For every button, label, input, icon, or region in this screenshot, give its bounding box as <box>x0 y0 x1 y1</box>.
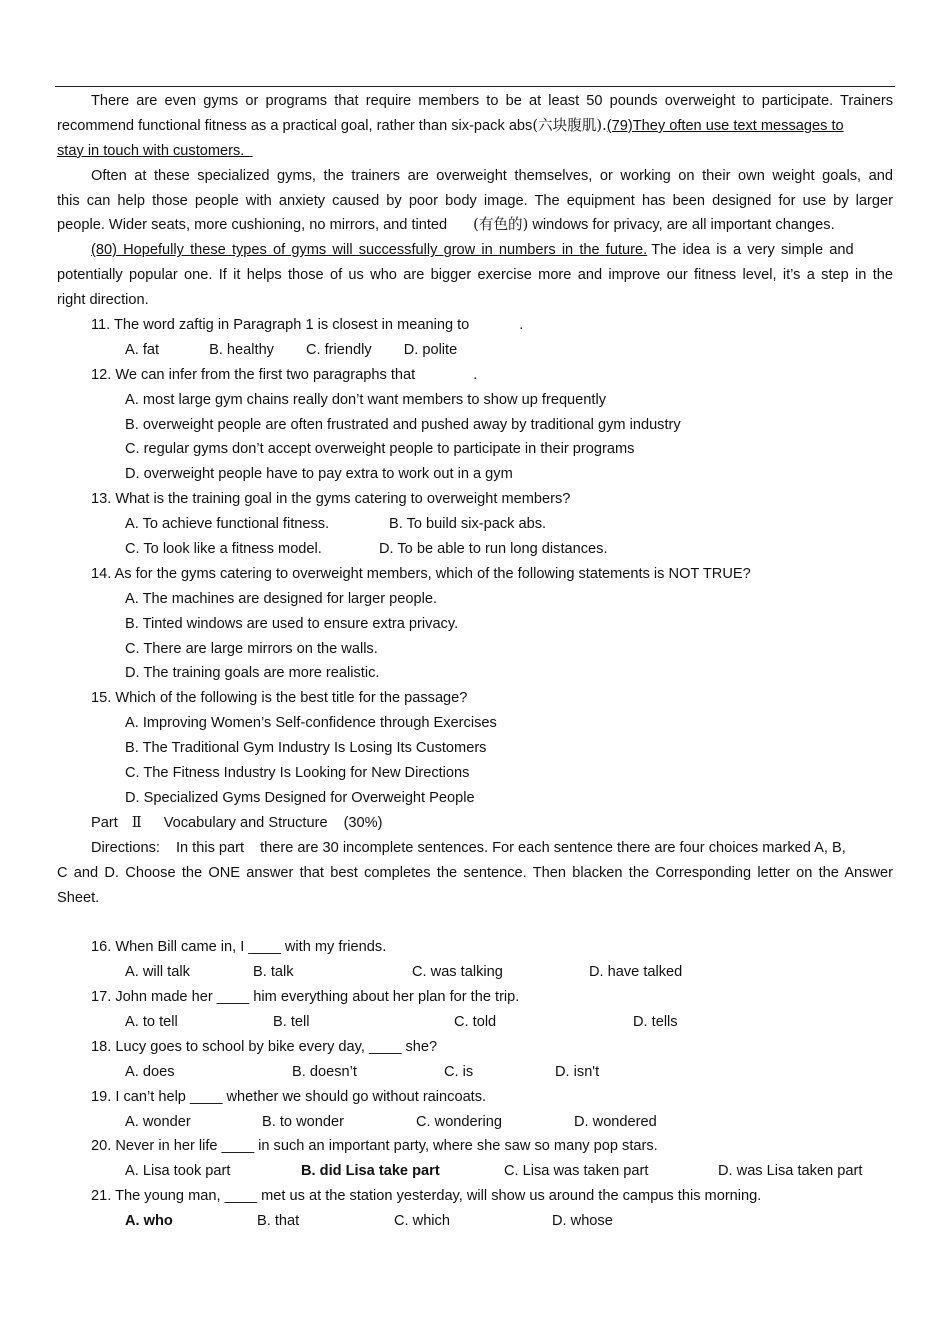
passage-text: people. Wider seats, more cushioning, no mirrors, and tinted <box>57 217 448 234</box>
option-b: B. to wonder <box>262 1113 344 1130</box>
question-16-options <box>57 960 893 985</box>
option-c: C. wondering <box>416 1113 502 1130</box>
question-20-stem: 20. Never in her life ____ in such an important party, where she saw so many pop stars. <box>91 1138 658 1155</box>
exam-page <box>57 89 893 1234</box>
question-19-stem: 19. I can’t help ____ whether we should go without raincoats. <box>91 1088 487 1105</box>
part-2-title: Part Ⅱ Vocabulary and Structure (30%) <box>91 813 383 831</box>
option-c: C. was talking <box>412 964 503 981</box>
directions-line2: C and D. Choose the ONE answer that best completes the sentence. Then blacken the Corresponding letter on the Answer <box>57 864 893 881</box>
option-d: D. wondered <box>574 1113 657 1130</box>
option-b: B. that <box>257 1213 300 1230</box>
question-12-option-d: D. overweight people have to pay extra to work out in a gym <box>125 466 513 483</box>
passage-cjk-gloss: (有色的) <box>473 216 529 234</box>
option-a: A. wonder <box>125 1113 191 1130</box>
translation-sentence-79-cont: stay in touch with customers. <box>57 142 245 159</box>
question-16-stem: 16. When Bill came in, I ____ with my friends. <box>91 939 387 956</box>
passage-p3-line3: right direction. <box>57 292 149 309</box>
passage-p3-line2: potentially popular one. If it helps those of us who are bigger exercise more and improve our fitness level, it’s a step in the <box>57 267 893 284</box>
passage-cjk-gloss: (六块腹肌). <box>532 116 607 134</box>
question-15-stem: 15. Which of the following is the best title for the passage? <box>91 690 468 707</box>
question-13-options-row2 <box>57 537 893 562</box>
question-14-option-a: A. The machines are designed for larger people. <box>125 590 438 607</box>
question-12-option-c: C. regular gyms don’t accept overweight people to participate in their programs <box>125 441 635 458</box>
option-d: D. have talked <box>589 964 683 981</box>
option-d: D. tells <box>633 1013 678 1030</box>
passage-p2-line1: Often at these specialized gyms, the trainers are overweight themselves, or working on their own weight goals, and <box>91 167 893 184</box>
question-21-options <box>57 1209 893 1234</box>
question-12-stem: 12. We can infer from the first two paragraphs that . <box>91 366 478 383</box>
question-11-options <box>57 338 893 363</box>
question-20-options <box>57 1159 893 1184</box>
directions-line3: Sheet. <box>57 889 100 906</box>
option-d: D. To be able to run long distances. <box>379 541 608 558</box>
option-a: A. To achieve functional fitness. <box>125 516 330 533</box>
question-13-options-row1 <box>57 512 893 537</box>
option-b: B. tell <box>273 1013 310 1030</box>
option-d: D. whose <box>552 1213 613 1230</box>
option-a-answer: A. who <box>125 1213 173 1230</box>
question-12-option-a: A. most large gym chains really don’t want members to show up frequently <box>125 391 607 408</box>
option-a: A. fat <box>125 341 160 358</box>
question-15-option-b: B. The Traditional Gym Industry Is Losing Its Customers <box>125 740 487 757</box>
question-21-stem: 21. The young man, ____ met us at the station yesterday, will show us around the campus this morning. <box>91 1188 762 1205</box>
header-rule <box>55 86 895 87</box>
question-12-option-b: B. overweight people are often frustrated and pushed away by traditional gym industry <box>125 416 681 433</box>
question-18-options <box>57 1060 893 1085</box>
option-c: C. Lisa was taken part <box>504 1163 649 1180</box>
option-b: B. To build six-pack abs. <box>389 516 547 533</box>
option-c: C. which <box>394 1213 450 1230</box>
translation-sentence-80: (80) Hopefully these types of gyms will successfully grow in numbers in the future. <box>91 242 648 259</box>
option-c: C. To look like a fitness model. <box>125 541 322 558</box>
passage-p1-line1: There are even gyms or programs that require members to be at least 50 pounds overweight to participate. Trainers <box>91 93 893 109</box>
option-a: A. does <box>125 1063 175 1080</box>
question-13-stem: 13. What is the training goal in the gyms catering to overweight members? <box>91 491 571 508</box>
question-14-option-c: C. There are large mirrors on the walls. <box>125 640 378 657</box>
option-a: A. Lisa took part <box>125 1163 231 1180</box>
passage-p3-line1 <box>57 238 893 263</box>
question-17-options <box>57 1010 893 1035</box>
option-b: B. talk <box>253 964 294 981</box>
option-d: D. was Lisa taken part <box>718 1163 863 1180</box>
option-c: C. told <box>454 1013 497 1030</box>
passage-p1-line2 <box>57 114 893 139</box>
question-19-options <box>57 1110 893 1135</box>
question-18-stem: 18. Lucy goes to school by bike every day, ____ she? <box>91 1038 438 1055</box>
question-14-option-d: D. The training goals are more realistic. <box>125 665 380 682</box>
question-15-option-d: D. Specialized Gyms Designed for Overweight People <box>125 789 475 806</box>
option-c: C. is <box>444 1063 474 1080</box>
question-17-stem: 17. John made her ____ him everything about her plan for the trip. <box>91 989 520 1006</box>
passage-text: recommend functional fitness as a practical goal, rather than six-pack abs <box>57 117 533 134</box>
translation-sentence-79: (79)They often use text messages to <box>606 117 844 134</box>
option-c: C. friendly <box>305 341 372 358</box>
question-14-stem: 14. As for the gyms catering to overweight members, which of the following statements is NOT TRUE? <box>91 565 751 582</box>
option-a: A. to tell <box>125 1013 178 1030</box>
passage-p2-line3 <box>57 213 893 238</box>
option-b: B. healthy <box>209 341 274 358</box>
question-11-stem: 11. The word zaftig in Paragraph 1 is closest in meaning to . <box>91 317 524 334</box>
option-b-answer: B. did Lisa take part <box>301 1163 440 1180</box>
option-d: D. isn't <box>555 1063 600 1080</box>
passage-text: windows for privacy, are all important changes. <box>532 217 835 234</box>
option-d: D. polite <box>403 341 458 358</box>
passage-p2-line2: this can help those people with anxiety caused by poor body image. The equipment has been designed for use by larger <box>57 192 893 209</box>
option-b: B. doesn’t <box>292 1063 357 1080</box>
question-15-option-a: A. Improving Women’s Self-confidence through Exercises <box>125 715 497 732</box>
passage-text: The idea is a very simple and <box>651 242 854 259</box>
directions-line1: Directions: In this part there are 30 incomplete sentences. For each sentence there are four choices marked A, B, <box>91 839 846 856</box>
question-14-option-b: B. Tinted windows are used to ensure extra privacy. <box>125 615 459 632</box>
passage-p1-line3 <box>57 139 893 164</box>
option-a: A. will talk <box>125 964 190 981</box>
question-15-option-c: C. The Fitness Industry Is Looking for New Directions <box>125 765 470 782</box>
